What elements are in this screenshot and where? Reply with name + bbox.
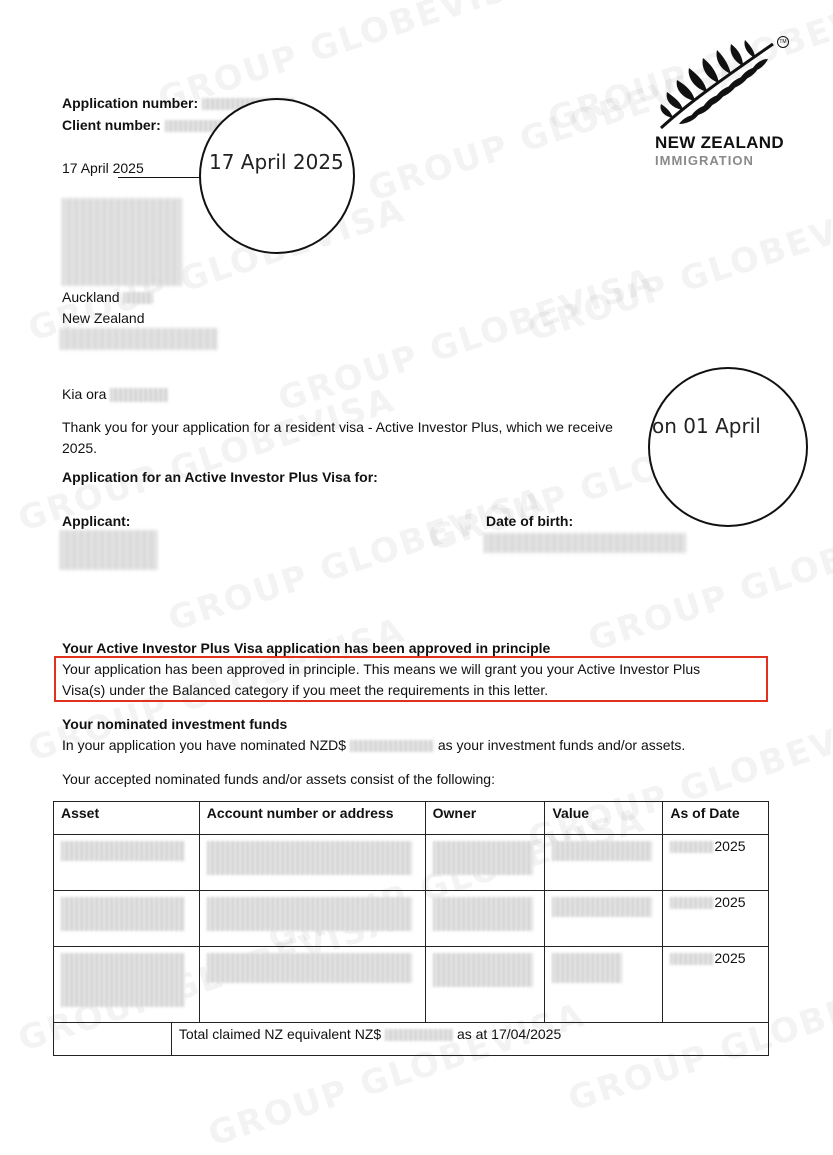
redacted-asset bbox=[61, 953, 185, 1007]
approval-line-1: Your application has been approved in principle. This means we will grant you your Active Investor Plus bbox=[62, 661, 701, 677]
client-number bbox=[62, 116, 237, 134]
header-asset: Asset bbox=[54, 802, 200, 835]
redacted-account bbox=[207, 841, 412, 875]
intro-line-1: Thank you for your application for a resident visa - Active Investor Plus, which we receive bbox=[62, 419, 613, 435]
total-claimed bbox=[171, 1023, 768, 1056]
redacted-address-line bbox=[60, 328, 218, 350]
redacted-value bbox=[552, 841, 652, 861]
table-row bbox=[54, 835, 769, 891]
redacted-date bbox=[670, 841, 714, 853]
trademark-mark: TM bbox=[777, 36, 789, 48]
table-header-row bbox=[54, 802, 769, 835]
approval-line-2: Visa(s) under the Balanced category if you meet the requirements in this letter. bbox=[62, 682, 549, 698]
redacted-date-of-birth bbox=[484, 533, 686, 553]
funds-nominated-line: In your application you have nominated NZD$ as your investment funds and/or assets. bbox=[62, 737, 686, 753]
intro-line-2: 2025. bbox=[62, 440, 98, 456]
client-number-label: Client number: bbox=[62, 117, 161, 133]
redacted-account bbox=[207, 897, 412, 931]
redacted-asset bbox=[61, 897, 185, 931]
header-value: Value bbox=[545, 802, 663, 835]
redacted-applicant-name bbox=[60, 530, 158, 570]
redacted-asset bbox=[61, 841, 185, 861]
total-date: as at 17/04/2025 bbox=[456, 1026, 562, 1042]
redacted-recipient-name bbox=[62, 198, 182, 286]
header-owner: Owner bbox=[425, 802, 545, 835]
application-heading: Application for an Active Investor Plus Visa for: bbox=[62, 469, 378, 485]
silver-fern-icon bbox=[655, 36, 785, 131]
redacted-nominated-amount bbox=[350, 740, 434, 752]
zoom-pointer-line bbox=[118, 177, 203, 178]
redacted-total-amount bbox=[385, 1029, 453, 1041]
approval-heading: Your Active Investor Plus Visa application has been approved in principle bbox=[62, 640, 551, 656]
address-city: Auckland bbox=[62, 288, 153, 306]
redacted-owner bbox=[433, 897, 533, 931]
watermark bbox=[273, 260, 660, 420]
zoom-date-circle bbox=[199, 98, 355, 254]
table-total-row bbox=[54, 1023, 769, 1056]
assets-table bbox=[53, 801, 769, 1056]
redacted-greeting-name bbox=[110, 388, 168, 402]
as-of-year: 2025 bbox=[714, 838, 746, 854]
redacted-value bbox=[552, 953, 622, 983]
redacted-owner bbox=[433, 953, 533, 987]
header-account: Account number or address bbox=[199, 802, 425, 835]
as-of-year: 2025 bbox=[714, 894, 746, 910]
letter-date: 17 April 2025 bbox=[62, 160, 144, 176]
date-of-birth-label: Date of birth: bbox=[486, 513, 574, 529]
redacted-account bbox=[207, 953, 412, 983]
logo-subtitle: IMMIGRATION bbox=[655, 153, 754, 168]
watermark bbox=[163, 480, 550, 640]
zoom-received-circle bbox=[648, 367, 808, 527]
header-as-of-date: As of Date bbox=[663, 802, 769, 835]
funds-accepted-line: Your accepted nominated funds and/or assets consist of the following: bbox=[62, 771, 495, 787]
table-row bbox=[54, 891, 769, 947]
greeting: Kia ora bbox=[62, 385, 168, 403]
as-of-year: 2025 bbox=[714, 950, 746, 966]
funds-heading: Your nominated investment funds bbox=[62, 716, 288, 732]
redacted-date bbox=[670, 897, 714, 909]
nz-immigration-logo bbox=[655, 36, 785, 171]
logo-title: NEW ZEALAND bbox=[655, 133, 784, 152]
address-country: New Zealand bbox=[62, 310, 145, 326]
redacted-value bbox=[552, 897, 652, 917]
zoom-received-text: on 01 April bbox=[652, 414, 761, 438]
redacted-owner bbox=[433, 841, 533, 875]
total-label: Total claimed NZ equivalent NZ$ bbox=[178, 1026, 382, 1042]
watermark bbox=[523, 190, 833, 350]
redacted-city-detail bbox=[123, 292, 153, 304]
redacted-date bbox=[670, 953, 714, 965]
zoom-date-text: 17 April 2025 bbox=[209, 150, 344, 174]
application-number-label: Application number: bbox=[62, 95, 199, 111]
table-row bbox=[54, 947, 769, 1023]
applicant-label: Applicant: bbox=[62, 513, 131, 529]
